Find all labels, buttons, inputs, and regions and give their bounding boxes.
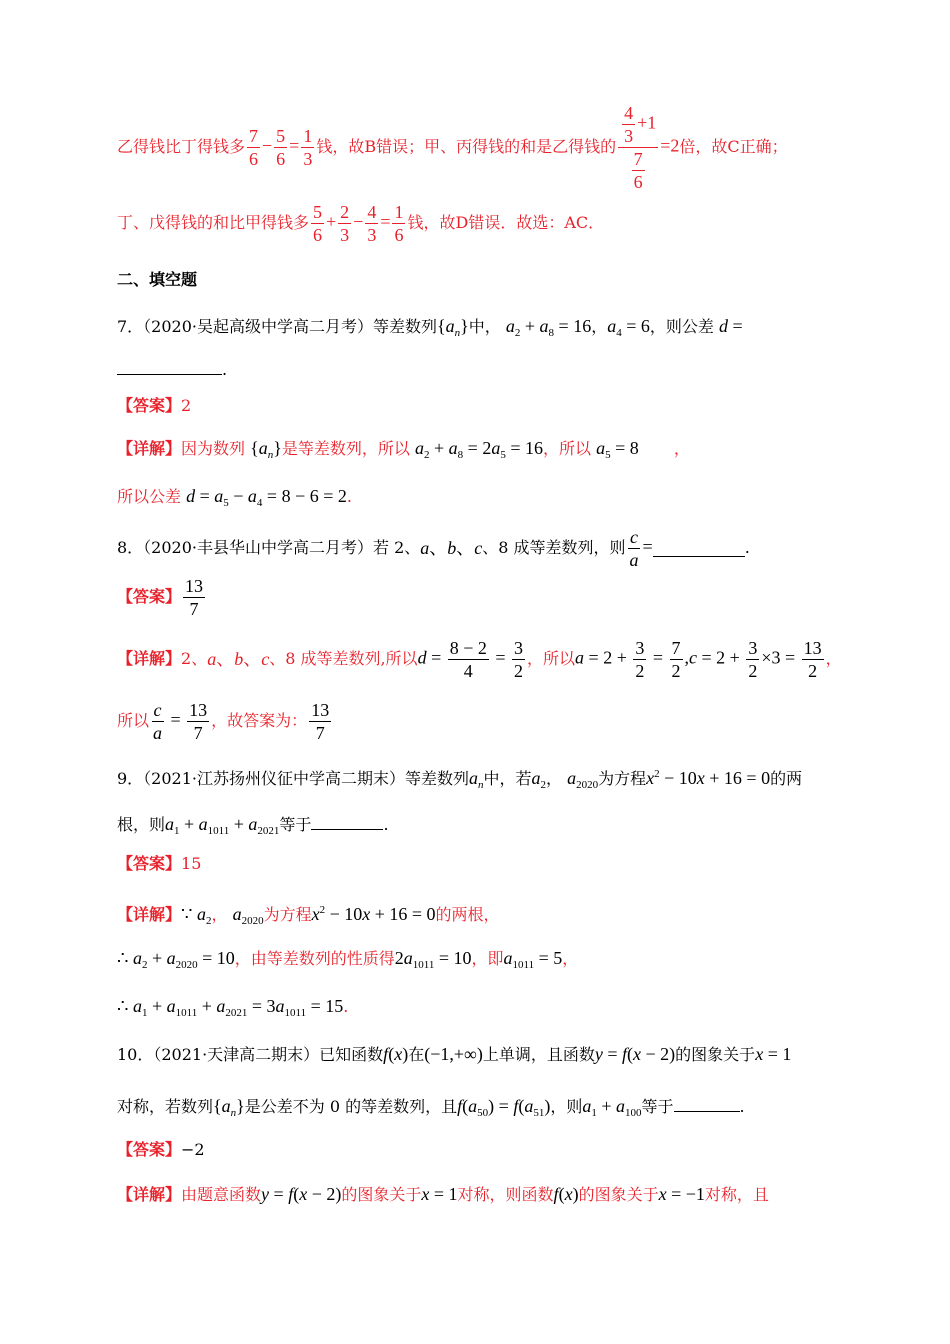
q8-stem: 8．（2020·丰县华山中学高二月考）若 2、 a、b、c 、8 成等差数列，则 $\frac{c}{a}$ = . [117,526,750,570]
q7-detail-a: 因为数列 [181,439,246,458]
answer-label: 【答案】 [117,396,182,415]
q8-stem-text-b: 、8 成等差数列，则 [482,538,626,557]
q10-detail-b: 的图象关于 [341,1185,422,1204]
detail-label: 【详解】 [117,905,182,924]
q10-detail-a: 由题意函数 [181,1185,262,1204]
prev-text-1c: 倍，故C正确； [679,137,788,156]
q7-detail-b: 是等差数列，所以 [281,439,410,458]
q10-stem-text-d: 的图象关于 [675,1045,756,1064]
q9-stem-2: 根，则$a_1 + a_{1011} + a_{2021}$等于 . [117,814,389,837]
q7-detail-1: 【详解】因为数列 $\{a_n\}$是等差数列，所以 $a_2 + a_8 = 2a_5 = 16$，所以 $a_5 = 8$ ， [117,438,690,461]
q7-detail-2: 所以公差 $d = a_5 - a_4 = 8 - 6 = 2$. [117,486,352,509]
detail-label: 【详解】 [117,439,182,458]
q9-detail-b: 的两根， [435,905,500,924]
q8-detail-2: 所以 $\frac{c}{a}$ = $\frac{13}{7}$ ，故答案为： $\frac{13}{7}$ [117,699,330,743]
q9-stem-text-c: 为方程 [598,769,647,788]
answer-label: 【答案】 [117,854,182,873]
q10-stem-1: 10．（2021·天津高二期末）已知函数f(x)在(−1,+∞)上单调，且函数y = f(x − 2)的图象关于x = 1 [117,1044,792,1064]
q7-detail-e: 所以公差 [117,487,182,506]
answer-label: 【答案】 [117,1140,182,1159]
q10-stem-text-a: 10．（2021·天津高二期末）已知函数 [117,1045,384,1064]
prev-text-1a: 乙得钱比丁得钱多 [117,137,246,156]
q9-answer [117,852,201,876]
prev-line-1 [117,102,788,192]
math-expression: $\frac{7}{6}$ − $\frac{5}{6}$ = $\frac{1}{3}$ [249,125,313,169]
q10-stem-text-g: ，则 [550,1097,583,1116]
q9-stem-text-a: 9．（2021·江苏扬州仪征中学高二期末）等差数列 [117,769,469,788]
q10-stem-text-c: 上单调，且函数 [482,1045,595,1064]
q8-answer: 【答案】 $\frac{13}{7}$ [117,575,204,619]
q10-stem-text-f: 是公差不为 0 的等差数列，且 [244,1097,458,1116]
q9-detail-c: ，由等差数列的性质得 [234,949,395,968]
q9-detail-a: 为方程 [263,905,312,924]
q9-detail-3: ∴ $a_1 + a_{1011} + a_{2021} = 3a_{1011} = 15$. [117,996,349,1019]
q9-detail-d: ，即 [471,949,504,968]
answer-label: 【答案】 [117,587,182,606]
q9-stem-text-b: 中，若 [483,769,532,788]
q7-answer-value: 2 [181,396,192,415]
q10-stem-text-e: 对称，若数列 [117,1097,214,1116]
detail-label: 【详解】 [117,1185,182,1204]
q10-stem-text-h: 等于 [641,1097,674,1116]
answer-blank[interactable] [311,813,383,830]
math-expression: $\frac{4}{3}$ +1 $\frac{7}{6}$ =2 [616,104,679,191]
q9-stem-1: 9．（2021·江苏扬州仪征中学高二期末）等差数列$a_n$中，若$a_2$， $a_{2020}$为方程$x^2 - 10x + 16 = 0$的两 [117,768,803,791]
q8-detail-d: 所以 [117,711,150,730]
q7-stem-text-c: ，则公差 [649,317,714,336]
q7-answer [117,394,191,418]
q7-stem: 7．（2020·吴起高级中学高二月考）等差数列$\{a_n\}$中， $a_2 + a_8 = 16$，$a_4 = 6$，则公差 d = [117,316,743,339]
q8-detail-c: ，所以 [527,649,576,668]
q7-stem-text-a: 7．（2020·吴起高级中学高二月考）等差数列 [117,317,437,336]
q7-stem-text-b: 中， [468,317,501,336]
q9-answer-value: 15 [181,854,202,873]
q10-stem-text-b: 在 [408,1045,425,1064]
q9-detail-2: ∴ $a_2 + a_{2020} = 10$，由等差数列的性质得$2a_{1011} = 10$，即$a_{1011} = 5$， [117,948,579,971]
math-expression: $\frac{5}{6}$ + $\frac{2}{3}$ − $\frac{4}{3}$ = $\frac{1}{6}$ [313,201,404,245]
q10-detail-1: 【详解】由题意函数y = f(x − 2)的图象关于x = 1对称，则函数f(x)的图象关于x = −1对称，且 [117,1184,769,1204]
q10-detail-c: 对称，则函数 [457,1185,554,1204]
q8-detail-b: 、8 成等差数列,所以 [269,649,418,668]
q7-blank-line: . [117,358,227,382]
answer-blank[interactable] [674,1095,740,1112]
q10-answer [117,1138,205,1162]
section-heading: 二、填空题 [117,270,198,289]
q8-detail-a: 2、 [181,649,208,668]
q10-stem-2: 对称，若数列$\{a_n\}$是公差不为 0 的等差数列，且$f(a_{50}) = f(a_{51})$，则$a_1 + a_{100}$等于 . [117,1096,745,1119]
prev-text-1b: 钱，故B错误；甲、丙得钱的和是乙得钱的 [316,137,617,156]
q10-detail-e: 对称，且 [704,1185,769,1204]
q9-stem-text-d: 的两 [770,769,803,788]
q9-stem-text-e: 根，则 [117,815,166,834]
prev-line-2 [117,200,604,246]
detail-label: 【详解】 [117,649,182,668]
answer-blank[interactable] [117,358,222,375]
q9-detail-1: 【详解】∵ $a_2$， $a_{2020}$为方程$x^2 - 10x + 16 = 0$的两根， [117,904,500,927]
q8-stem-text-a: 8．（2020·丰县华山中学高二月考）若 2、 [117,538,421,557]
answer-blank[interactable] [653,540,745,557]
q7-detail-c: ，所以 [542,439,591,458]
prev-text-2b: 钱，故D错误．故选：AC． [407,213,605,232]
q8-detail-1: 【详解】 2、 a、b、c 、8 成等差数列,所以 d = $\frac{8 - 2}{4}$ = $\frac{3}{2}$ ，所以 a = 2 + $\frac{3}{2}$ = $\frac{7}{2}$ ,c = 2 + $\frac{3}{2}$ ×3 = $\frac{13}{2}$ ， [117,637,842,681]
q9-stem-text-f: 等于 [279,815,312,834]
q10-answer-value: −2 [181,1140,205,1159]
q8-detail-e: ，故答案为： [211,711,308,730]
prev-text-2a: 丁、戊得钱的和比甲得钱多 [117,213,310,232]
q7-detail-d: ， [673,439,690,458]
q10-detail-d: 的图象关于 [578,1185,659,1204]
